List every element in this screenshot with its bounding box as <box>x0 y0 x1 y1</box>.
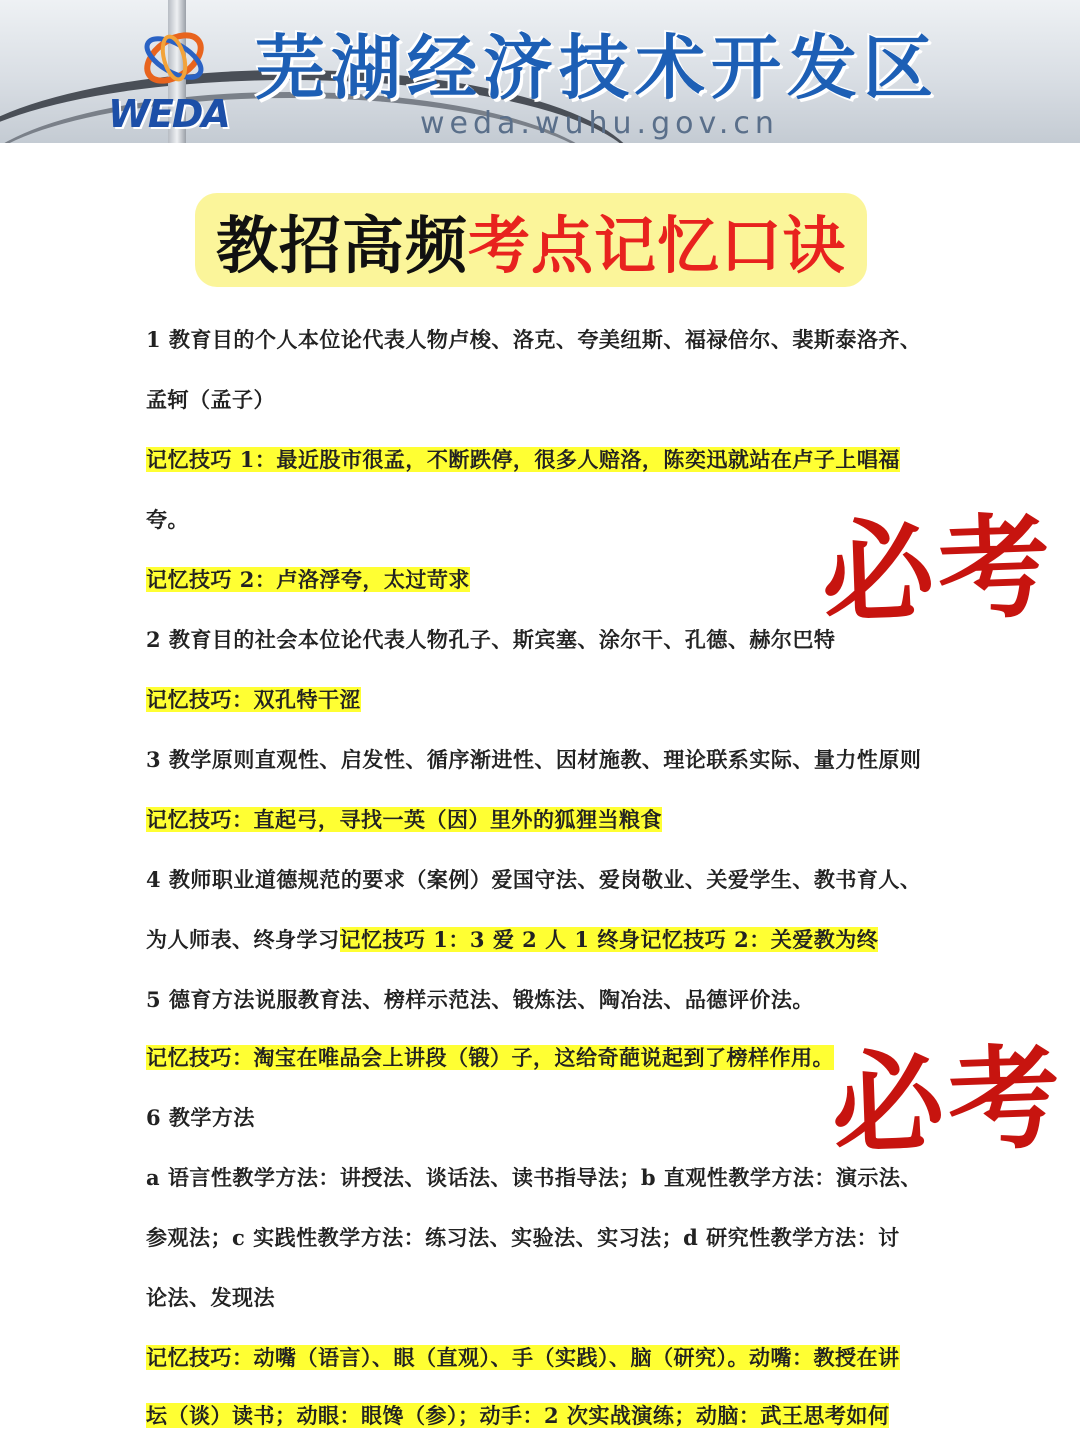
title-part-red: 考点记忆口诀 <box>468 208 847 282</box>
must-test-stamp: 必考 <box>819 501 1057 641</box>
banner-title: 芜湖经济技术开发区 <box>255 27 939 109</box>
title-part-black: 教招高频 <box>215 208 468 282</box>
header-banner <box>0 0 1080 143</box>
text-line: 6 教学方法 <box>146 1105 255 1130</box>
text-line: 5 德育方法说服教育法、榜样示范法、锻炼法、陶冶法、品德评价法。 <box>146 987 814 1012</box>
page-title <box>195 193 867 287</box>
tip-line: 记忆技巧 2：卢洛浮夸，太过苛求 <box>146 567 470 592</box>
tip-line: 记忆技巧：双孔特干涩 <box>146 687 361 712</box>
text-line: 2 教育目的社会本位论代表人物孔子、斯宾塞、涂尔干、孔德、赫尔巴特 <box>146 627 836 652</box>
must-test-stamp: 必考 <box>829 1032 1067 1172</box>
banner-url: weda.wuhu.gov.cn <box>420 106 779 141</box>
logo-text: WEDA <box>108 92 229 136</box>
text-line: 4 教师职业道德规范的要求（案例）爱国守法、爱岗敬业、关爱学生、教书育人、 <box>146 867 922 892</box>
tip-line: 坛（谈）读书；动眼：眼馋（参）；动手：2 次实战演练；动脑：武王思考如何 <box>146 1403 890 1428</box>
text-line: 孟轲（孟子） <box>146 387 275 412</box>
text-line: 1 教育目的个人本位论代表人物卢梭、洛克、夸美纽斯、福禄倍尔、裴斯泰洛齐、 <box>146 327 922 352</box>
text-line: 3 教学原则直观性、启发性、循序渐进性、因材施教、理论联系实际、量力性原则 <box>146 747 922 772</box>
weda-logo-icon <box>132 20 216 92</box>
tip-line: 记忆技巧：直起弓，寻找一英（因）里外的狐狸当粮食 <box>146 807 662 832</box>
text-line: 参观法；c 实践性教学方法：练习法、实验法、实习法；d 研究性教学方法：讨 <box>146 1225 900 1250</box>
mixed-line: 为人师表、终身学习记忆技巧 1：3 爱 2 人 1 终身记忆技巧 2：关爱教为终 <box>146 927 879 952</box>
tip-line: 记忆技巧：淘宝在唯品会上讲段（锻）子，这给奇葩说起到了榜样作用。 <box>146 1045 834 1070</box>
text-line: 夸。 <box>146 507 189 532</box>
text-line: a 语言性教学方法：讲授法、谈话法、读书指导法；b 直观性教学方法：演示法、 <box>146 1165 922 1190</box>
tip-line: 记忆技巧：动嘴（语言）、眼（直观）、手（实践）、脑（研究）。动嘴：教授在讲 <box>146 1345 900 1370</box>
text-line: 论法、发现法 <box>146 1285 275 1310</box>
tip-line: 记忆技巧 1：最近股市很孟，不断跌停，很多人赔洛，陈奕迅就站在卢子上唱福 <box>146 447 900 472</box>
